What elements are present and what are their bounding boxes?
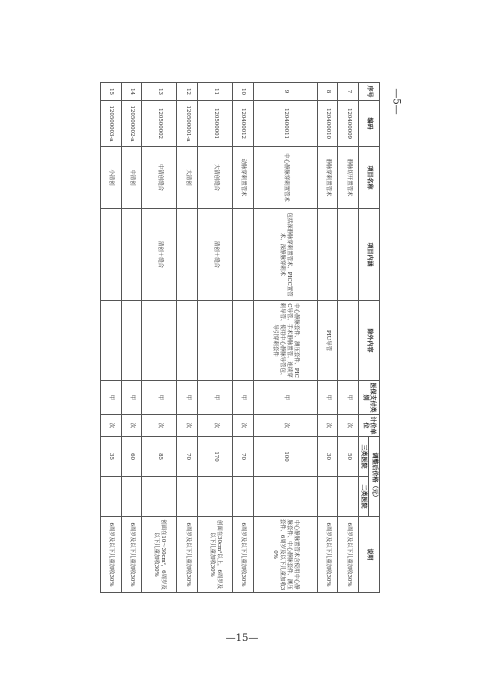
cell-insurance: 甲 — [101, 381, 122, 415]
table-row — [253, 83, 317, 593]
cell-insurance: 甲 — [177, 381, 198, 415]
cell-content: 清创＋缝合 — [198, 209, 233, 301]
cell-insurance: 甲 — [121, 381, 142, 415]
table-row — [338, 83, 359, 593]
cell-name: 大清创缝合 — [198, 147, 233, 209]
cell-excluded — [177, 301, 198, 381]
header-insurance: 医保支付类别 — [359, 381, 380, 415]
cell-insurance: 甲 — [338, 381, 359, 415]
cell-name: 静脉切开置管术 — [338, 147, 359, 209]
cell-price: 70 — [177, 437, 198, 477]
header-content: 项目内涵 — [359, 209, 380, 301]
side-page-number: —5— — [390, 88, 402, 115]
cell-content — [317, 209, 338, 301]
cell-seq: 8 — [317, 83, 338, 101]
cell-tier2-price — [233, 477, 254, 517]
cell-excluded — [198, 301, 233, 381]
cell-seq: 13 — [142, 83, 177, 101]
cell-tier2-price — [101, 477, 122, 517]
header-notes: 说明 — [359, 517, 380, 593]
cell-code: 120500002-a — [121, 101, 142, 147]
header-seq: 序号 — [359, 83, 380, 101]
header-name: 项目名称 — [359, 147, 380, 209]
cell-unit: 次 — [101, 415, 122, 437]
cell-code: 120500002 — [142, 101, 177, 147]
cell-notes: 创面在10～30cm²，6周岁及以下儿童加收30% — [142, 517, 177, 593]
cell-unit: 次 — [142, 415, 177, 437]
cell-seq: 9 — [253, 83, 317, 101]
cell-unit: 次 — [198, 415, 233, 437]
cell-excluded: PIU导管 — [317, 301, 338, 381]
cell-unit: 次 — [233, 415, 254, 437]
cell-notes: 6周岁及以下儿童加收30% — [338, 517, 359, 593]
cell-insurance: 甲 — [253, 381, 317, 415]
cell-price: 30 — [317, 437, 338, 477]
cell-tier2-price — [177, 477, 198, 517]
cell-price: 100 — [253, 437, 317, 477]
cell-excluded — [101, 301, 122, 381]
cell-notes: 6周岁及以下儿童加收30% — [233, 517, 254, 593]
cell-price: 60 — [121, 437, 142, 477]
cell-name: 大清创 — [177, 147, 198, 209]
cell-excluded — [121, 301, 142, 381]
cell-seq: 11 — [198, 83, 233, 101]
cell-code: 120400010 — [317, 101, 338, 147]
cell-price: 35 — [101, 437, 122, 477]
table-row — [317, 83, 338, 593]
cell-excluded — [233, 301, 254, 381]
cell-tier2-price — [198, 477, 233, 517]
header-price-group: 调整后价格（元） — [369, 437, 380, 517]
cell-seq: 7 — [338, 83, 359, 101]
cell-name: 中心静脉穿刺置管术 — [253, 147, 317, 209]
cell-code: 120400009 — [338, 101, 359, 147]
cell-name: 中清创 — [121, 147, 142, 209]
cell-price: 70 — [233, 437, 254, 477]
header-unit: 计价单位 — [359, 415, 380, 437]
cell-seq: 14 — [121, 83, 142, 101]
cell-content: 包括深静脉穿刺置管术、PICC置管术、深静脉穿刺术 — [253, 209, 317, 301]
cell-unit: 次 — [317, 415, 338, 437]
table-row — [121, 83, 142, 593]
price-table — [100, 82, 380, 593]
rotated-table-wrapper — [100, 82, 380, 592]
cell-insurance: 甲 — [198, 381, 233, 415]
cell-name: 中清创缝合 — [142, 147, 177, 209]
cell-insurance: 甲 — [233, 381, 254, 415]
cell-content — [177, 209, 198, 301]
cell-unit: 次 — [338, 415, 359, 437]
table-body — [101, 83, 359, 593]
cell-insurance: 甲 — [142, 381, 177, 415]
cell-name: 动脉穿刺置管术 — [233, 147, 254, 209]
cell-name: 小清创 — [101, 147, 122, 209]
cell-seq: 12 — [177, 83, 198, 101]
cell-code: 120400012 — [233, 101, 254, 147]
cell-code: 120400011 — [253, 101, 317, 147]
cell-content — [233, 209, 254, 301]
cell-content — [121, 209, 142, 301]
cell-code: 120500001-a — [177, 101, 198, 147]
cell-insurance: 甲 — [317, 381, 338, 415]
table-row — [198, 83, 233, 593]
table-row — [177, 83, 198, 593]
cell-price: 50 — [338, 437, 359, 477]
cell-notes: 6周岁及以下儿童加收30% — [177, 517, 198, 593]
cell-notes: 6周岁及以下儿童加收30% — [317, 517, 338, 593]
cell-excluded — [142, 301, 177, 381]
cell-notes: 6周岁及以下儿童加收30% — [101, 517, 122, 593]
cell-code: 120500003-a — [101, 101, 122, 147]
cell-seq: 15 — [101, 83, 122, 101]
cell-excluded — [338, 301, 359, 381]
header-code: 编码 — [359, 101, 380, 147]
cell-unit: 次 — [253, 415, 317, 437]
header-excluded: 除外内容 — [359, 301, 380, 381]
cell-notes: 中心静脉置管术含使用中心静脉套件、中心静脉套件、测压套件、6周岁及以下儿童加收30% — [253, 517, 317, 593]
cell-content — [338, 209, 359, 301]
cell-notes: 创面在30cm²以上，6周岁及以下儿童加收30% — [198, 517, 233, 593]
cell-content: 清创＋缝合 — [142, 209, 177, 301]
table-row — [233, 83, 254, 593]
cell-tier2-price — [338, 477, 359, 517]
cell-notes: 6周岁及以下儿童加收30% — [121, 517, 142, 593]
cell-price: 170 — [198, 437, 233, 477]
cell-content — [101, 209, 122, 301]
header-tier2: 二类医院 — [359, 477, 370, 517]
cell-seq: 10 — [233, 83, 254, 101]
cell-tier2-price — [253, 477, 317, 517]
cell-code: 120500001 — [198, 101, 233, 147]
cell-price: 85 — [142, 437, 177, 477]
cell-tier2-price — [317, 477, 338, 517]
header-tier3: 三类医院 — [359, 437, 370, 477]
table-row — [142, 83, 177, 593]
table-row — [101, 83, 122, 593]
bottom-page-number: —15— — [225, 633, 259, 644]
cell-tier2-price — [121, 477, 142, 517]
cell-excluded: 中心静脉套件、测压套件、PICC导管、手术静脉置管、连续穿刺导管、使用中心静脉导管包、导引穿刺套件 — [253, 301, 317, 381]
cell-name: 静脉穿刺置管术 — [317, 147, 338, 209]
cell-unit: 次 — [121, 415, 142, 437]
cell-tier2-price — [142, 477, 177, 517]
cell-unit: 次 — [177, 415, 198, 437]
